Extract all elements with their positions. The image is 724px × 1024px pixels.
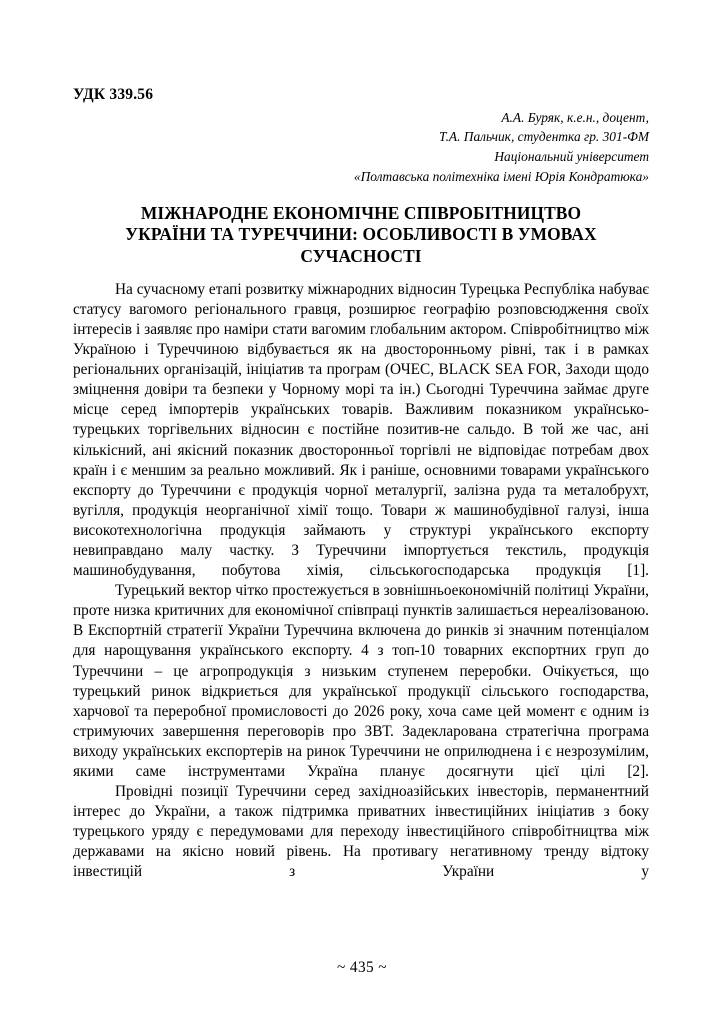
author-affiliation-block <box>73 108 649 186</box>
udc-code: УДК 339.56 <box>73 86 154 103</box>
body-paragraph: На сучасному етапі розвитку міжнародних відносин Турецька Республіка набуває статусу вагомого регіонального гравця, розширює географію розповсюдження своїх інтересів і заявляє про наміри стати вагомим глобальним актором. Співробітництво між Україною і Туреччиною відбувається як на двосторонньому рівні, так і в рамках регіональних організацій, ініціатив та програм (ОЧЕС, BLACK SEA FOR, Заходи щодо зміцнення довіри та безпеки у Чорному морі та ін.) Сьогодні Туреччина займає друге місце серед імпортерів українських товарів. Важливим показником українсько-турецьких торгівельних відносин є постійне позитив-не сальдо. В той же час, ані кількісний, ані якісний показник двосторонньої торгівлі не відповідає потребам двох країн і є меншим за реально можливий. Як і раніше, основними товарами українського експорту до Туреччини є продукція чорної металургії, залізна руда та металобрухт, вугілля, продукція неорганічної хімії тощо. Товари ж машинобудівної галузі, інша високотехнологічна продукція займають у структурі українського експорту невиправдано малу частку. З Туреччини імпортується текстиль, продукція машинобудування, побутова хімія, сільськогосподарська продукція [1]. <box>73 280 649 580</box>
author-line-1: А.А. Буряк, к.е.н., доцент, <box>501 109 649 125</box>
page-content <box>73 0 649 883</box>
author-line-2: Т.А. Пальчик, студентка гр. 301-ФМ <box>438 129 649 145</box>
affiliation-line-2: «Полтавська політехніка імені Юрія Кондратюка» <box>353 168 649 184</box>
page-number: ~ 435 ~ <box>337 959 387 976</box>
title-line-3: СУЧАСНОСТІ <box>300 245 422 266</box>
affiliation-line-1: Національний університет <box>494 148 649 164</box>
body-paragraph: Провідні позиції Туреччини серед західноазійських інвесторів, перманентний інтерес до України, а також підтримка приватних інвестиційних ініціатив з боку турецького уряду є передумовами для переходу інвестиційного співробітництва між державами на якісно новий рівень. На противагу негативному тренду відтоку інвестицій з України у <box>73 783 649 881</box>
article-body <box>73 280 649 883</box>
title-line-1: МІЖНАРОДНЕ ЕКОНОМІЧНЕ СПІВРОБІТНИЦТВО <box>140 203 582 224</box>
title-line-2: УКРАЇНИ ТА ТУРЕЧЧИНИ: ОСОБЛИВОСТІ В УМОВАХ <box>125 224 597 245</box>
body-paragraph: Турецький вектор чітко простежується в зовнішньоекономічній політиці України, проте низка критичних для економічної співпраці пунктів залишається нереалізованою. В Експортній стратегії України Туреччина включена до ринків зі значним потенціалом для нарощування українського експорту. 4 з топ-10 товарних експортних груп до Туреччини – це агропродукція з низьким ступенем переробки. Очікується, що турецький ринок відкриється для української продукції сільського господарства, харчової та переробної промисловості до 2026 року, хоча саме цей момент є одним із стримуючих завершення переговорів про ЗВТ. Задекларована стратегічна програма виходу українських експортерів на ринок Туреччини не оприлюднена і є незрозумілим, якими саме інструментами Україна планує досягнути цієї цілі [2]. <box>73 582 649 781</box>
page-title <box>73 203 649 267</box>
